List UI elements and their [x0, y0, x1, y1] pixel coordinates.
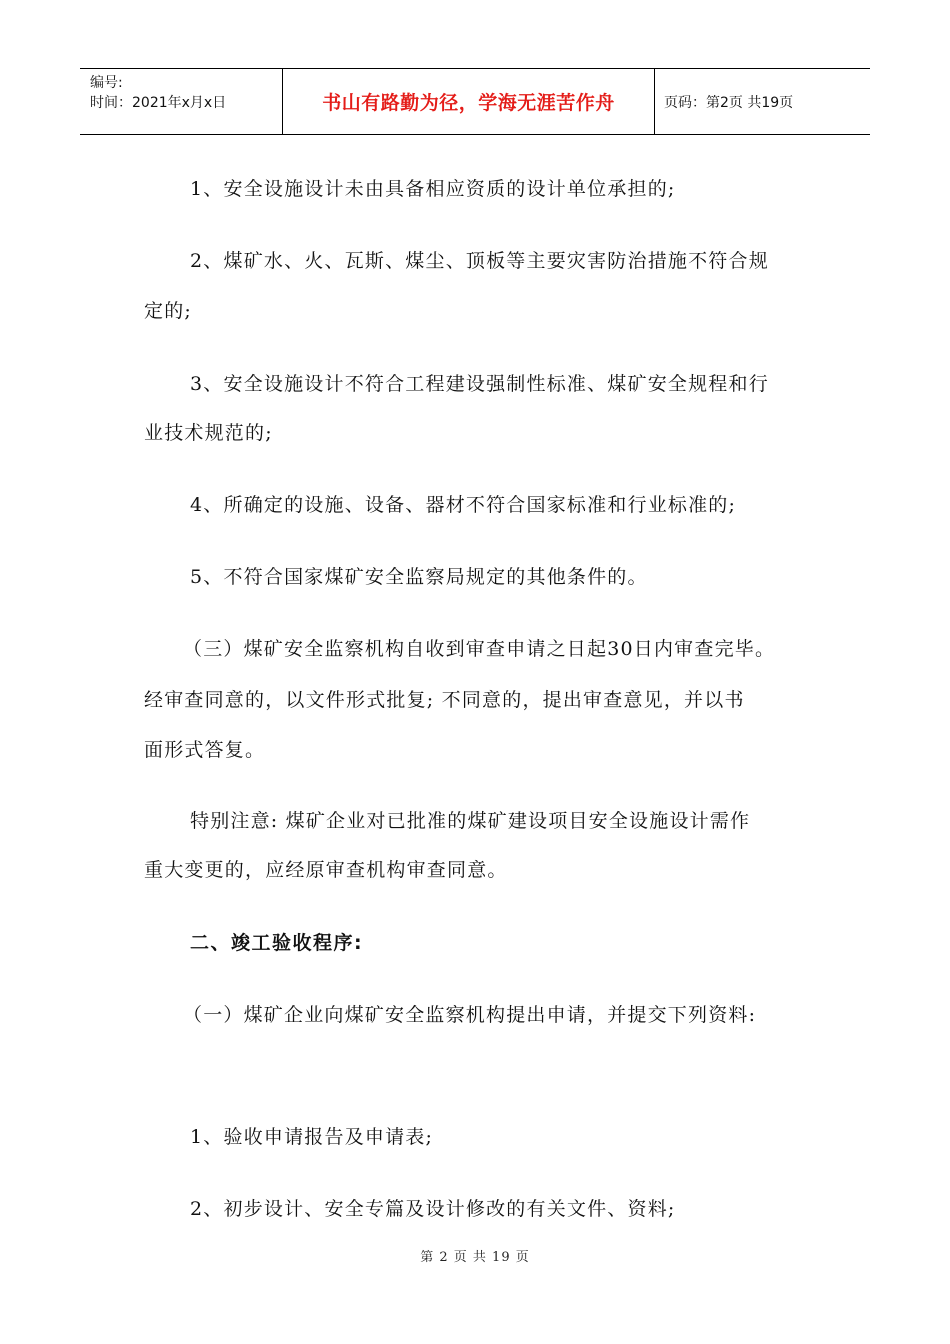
item-2-continuation: 定的; [144, 300, 193, 322]
header-page-info: 页码：第2页 共19页 [664, 94, 794, 111]
item-2-line: 2、煤矿水、火、瓦斯、煤尘、顶板等主要灾害防治措施不符合规 [190, 250, 769, 272]
section-heading: 二、竣工验收程序: [190, 932, 364, 954]
section-3-line: （三）煤矿安全监察机构自收到审查申请之日起30日内审查完毕。 [183, 638, 776, 660]
special-note-continuation: 重大变更的，应经原审查机构审查同意。 [144, 859, 508, 881]
header-meta [80, 69, 283, 134]
special-note-line: 特别注意: 煤矿企业对已批准的煤矿建设项目安全设施设计需作 [190, 810, 751, 832]
item-3-line: 3、安全设施设计不符合工程建设强制性标准、煤矿安全规程和行 [190, 373, 769, 395]
list-item-1: 1、验收申请报告及申请表; [190, 1126, 434, 1148]
list-item-2: 2、初步设计、安全专篇及设计修改的有关文件、资料; [190, 1198, 676, 1220]
item-3-continuation: 业技术规范的; [144, 422, 273, 444]
section-3-continuation-1: 经审查同意的，以文件形式批复; 不同意的，提出审查意见，并以书 [144, 689, 745, 711]
subsection-1-line: （一）煤矿企业向煤矿安全监察机构提出申请，并提交下列资料: [183, 1004, 757, 1026]
page-footer: 第 2 页 共 19 页 [420, 1250, 530, 1265]
item-1-line: 1、安全设施设计未由具备相应资质的设计单位承担的; [190, 178, 676, 200]
time-label: 时间：2021年x月x日 [90, 95, 227, 111]
page-header [80, 68, 870, 135]
section-3-continuation-2: 面形式答复。 [144, 739, 266, 761]
serial-label: 编号: [90, 75, 123, 91]
item-5-line: 5、不符合国家煤矿安全监察局规定的其他条件的。 [190, 566, 648, 588]
item-4-line: 4、所确定的设施、设备、器材不符合国家标准和行业标准的; [190, 494, 737, 516]
header-motto: 书山有路勤为径，学海无涯苦作舟 [283, 69, 655, 134]
